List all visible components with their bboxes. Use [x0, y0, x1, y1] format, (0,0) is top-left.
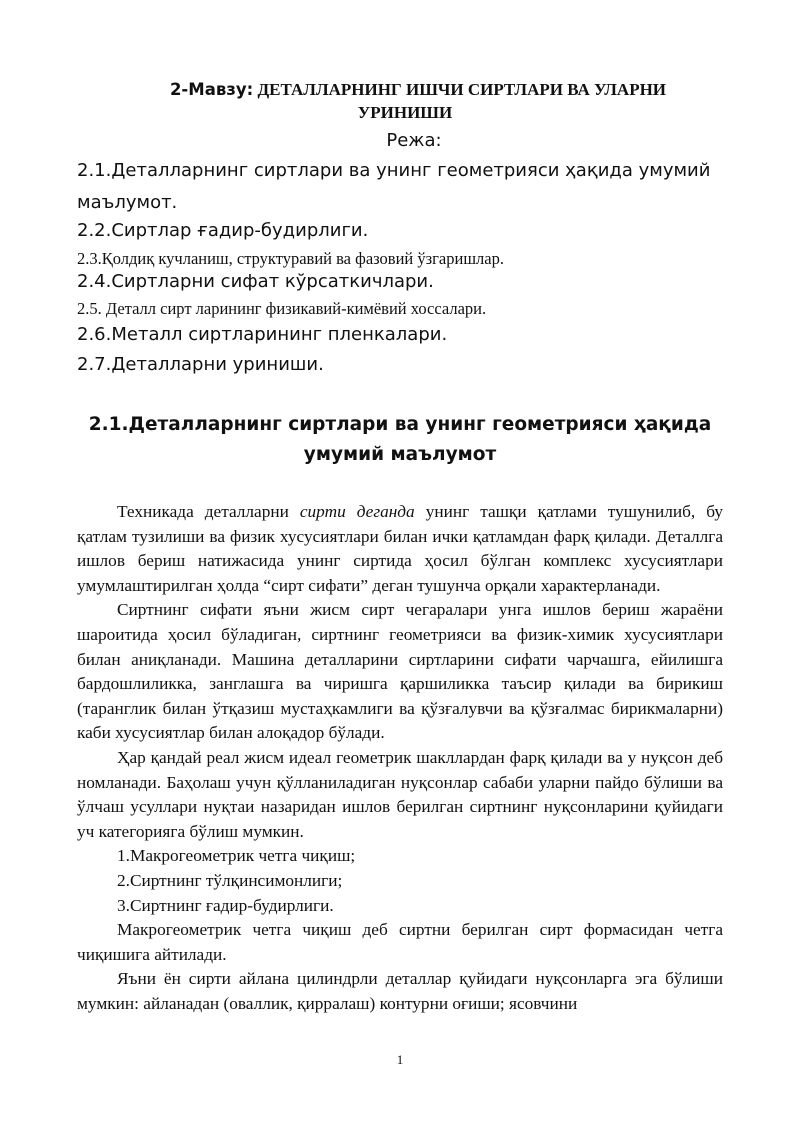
section-heading-line2: умумий маълумот [303, 444, 497, 465]
section-heading-line1: 2.1.Деталларнинг сиртлари ва унинг геометрияси ҳақида [88, 414, 712, 435]
plan-label: Режа: [386, 130, 442, 151]
paragraph: Сиртнинг сифати яъни жисм сирт чегаралари унга ишлов бериш жараёни шароитида ҳосил бўладиган, сиртнинг геометрияси ва физик-химик хусусиятлари билан аниқланади. Машина деталларини сиртларини сифати чарчашга, ейилишга бардошлиликка, занглашга ва чиришга қаршиликка таъсир қилади ва бирикиш (таранглик билан ўтқазиш мустаҳкамлиги ва қўзғалувчи ва қўзғалмас бирикмаларни) каби хусусиятлар билан алоқадор бўлади. [77, 600, 723, 743]
section-heading [80, 410, 720, 470]
toc-item: 2.2.Сиртлар ғадир-будирлиги. [77, 220, 369, 241]
document-title-line1 [0, 78, 800, 101]
paragraph: Макрогеометрик четга чиқиш деб сиртни берилган сирт формасидан четга чиқишига айтилади. [77, 920, 723, 964]
document-title-line2: УРИНИШИ [357, 103, 453, 122]
toc-item: 2.5. Деталл сирт ларининг физикавий-кимёвий хоссалари. [77, 299, 487, 318]
list-item: 2.Сиртнинг тўлқинсимонлиги; [117, 870, 343, 890]
toc-item: 2.1.Деталларнинг сиртлари ва унинг геометрияси ҳақида умумий [77, 160, 711, 181]
paragraph-text: унинг ташқи қатлами тушунилиб, бу қатлам тузилиши ва физик хусусиятлари билан ички қатламдан фарқ қилади. Деталлга ишлов бериш натижасида унинг сиртида ҳосил бўлган комплекс хусусиятлари умумлаштирилган ҳолда “сирт сифати” деган тушунча орқали характерланади. [77, 502, 723, 595]
toc-item: 2.4.Сиртларни сифат кўрсаткичлари. [77, 271, 434, 292]
list-item: 3.Сиртнинг ғадир-будирлиги. [117, 895, 334, 915]
title-main: ДЕТАЛЛАРНИНГ ИШЧИ СИРТЛАРИ ВА УЛАРНИ [253, 80, 667, 99]
paragraph-text: Техникада деталларни [117, 502, 300, 521]
page-number: 1 [396, 1052, 404, 1067]
list-item: 1.Макрогеометрик четга чиқиш; [117, 846, 356, 866]
paragraph-italic-term: сирти деганда [299, 502, 415, 521]
toc-item: 2.3.Қолдиқ кучланиш, структуравий ва фазовий ўзгаришлар. [77, 249, 504, 268]
paragraph [77, 500, 723, 598]
document-title [0, 78, 800, 124]
body-text [77, 500, 723, 1016]
toc-item: 2.6.Металл сиртларининг пленкалари. [77, 324, 448, 345]
paragraph: Яъни ён сирти айлана цилиндрли деталлар қуйидаги нуқсонларга эга бўлиши мумкин: айланадан (оваллик, қирралаш) контурни оғиши; ясовчини [77, 969, 723, 1013]
paragraph: Ҳар қандай реал жисм идеал геометрик шакллардан фарқ қилади ва у нуқсон деб номланади. Баҳолаш учун қўлланиладиган нуқсонлар сабаби уларни пайдо бўлиши ва ўлчаш усуллари нуқтаи назаридан ишлов берилган сиртнинг нуқсонларини қуйидаги уч категорияга бўлиш мумкин. [77, 747, 723, 841]
title-prefix: 2-Мавзу: [169, 80, 254, 99]
toc-item: 2.7.Деталларни уриниши. [77, 354, 324, 375]
toc-item: маълумот. [77, 192, 178, 213]
